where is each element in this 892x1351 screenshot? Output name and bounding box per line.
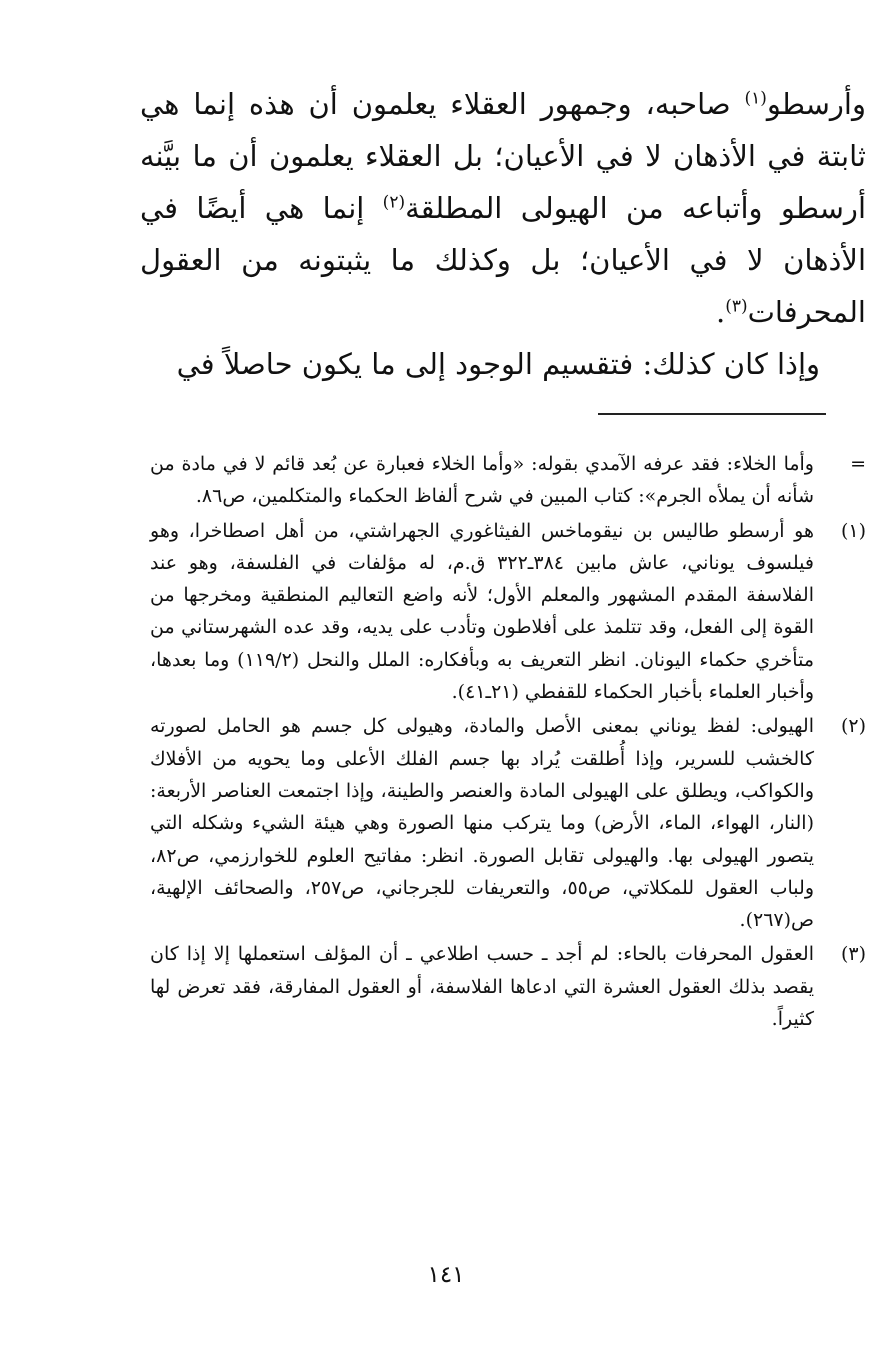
footnote-text: العقول المحرفات بالحاء: لم أجد ـ حسب اطلاعي ـ أن المؤلف استعملها إلا إذا كان يقصد بذلك العقول العشرة التي ادعاها الفلاسفة، أو العقول المفارقة، فقد تعرض لها كثيراً. bbox=[150, 943, 814, 1031]
footnote-1 bbox=[150, 515, 866, 709]
main-text-segment: صاحبه، وجمهور العقلاء يعلمون أن هذه إنما هي ثابتة في الأذهان لا في الأعيان؛ بل العقلاء يعلمون أن ما بيَّنه أرسطو وأتباعه من الهيولى المطلقة bbox=[140, 87, 866, 225]
footnote-3 bbox=[150, 938, 866, 1035]
footnote-text: الهيولى: لفظ يوناني بمعنى الأصل والمادة، وهيولى كل جسم هو الحامل لصورته كالخشب للسرير، وإذا أُطلقت يُراد بها جسم الفلك الأعلى وما يحويه من الأفلاك والكواكب، ويطلق على الهيولى المادة والعنصر والطينة، وإذا اجتمعت العناصر الأربعة: (النار، الهواء، الماء، الأرض) وما يتركب منها الصورة وهي هيئة الشيء وشكله التي يتصور الهيولى بها. والهيولى تقابل الصورة. انظر: مفاتيح العلوم للخوارزمي، ص٨٢، ولباب العقول للمكلاتي، ص٥٥، والتعريفات للجرجاني، ص٢٥٧، والصحائف الإلهية، ص(٢٦٧). bbox=[150, 715, 815, 932]
main-text-segment: وأرسطو bbox=[766, 87, 866, 121]
footnote-ref-3[interactable]: (٣) bbox=[725, 296, 748, 317]
footnote-2 bbox=[150, 710, 866, 936]
main-text-segment: . bbox=[715, 295, 726, 329]
footnote-marker: (١) bbox=[840, 519, 866, 542]
page-number: ١٤١ bbox=[427, 1262, 465, 1288]
footnote-marker: (٣) bbox=[840, 943, 866, 966]
footnote-separator bbox=[598, 413, 826, 415]
footnote-continuation bbox=[150, 448, 866, 513]
main-paragraph-1 bbox=[140, 78, 866, 338]
footnote-marker: (٢) bbox=[840, 715, 866, 738]
footnote-ref-2[interactable]: (٢) bbox=[382, 192, 406, 213]
footnote-text: وأما الخلاء: فقد عرفه الآمدي بقوله: «وأما الخلاء فعبارة عن بُعد قائم لا في مادة من شأنه أن يملأه الجرم»: كتاب المبين في شرح ألفاظ الحكماء والمتكلمين، ص٨٦. bbox=[150, 453, 814, 508]
main-text bbox=[140, 78, 866, 390]
footnote-text: هو أرسطو طاليس بن نيقوماخس الفيثاغوري الجهراشتي، من أهل اصطاخرا، وهو فيلسوف يوناني، عاش مابين ٣٨٤ـ٣٢٢ ق.م، له مؤلفات في الفلسفة، وهو عند الفلاسفة المقدم المشهور والمعلم الأول؛ لأنه واضع التعاليم المنطقية ومخرجها من القوة إلى الفعل، وقد تتلمذ على أفلاطون وتأدب على يديه، وقد عده الشهرستاني من متأخري حكماء اليونان. انظر التعريف به وبأفكاره: الملل والنحل (١١٩/٢) وما بعدها، وأخبار العلماء بأخبار الحكماء للقفطي (٢١ـ٤١). bbox=[150, 519, 814, 704]
main-paragraph-2: وإذا كان كذلك: فتقسيم الوجود إلى ما يكون حاصلاً في bbox=[176, 347, 820, 381]
footnote-ref-1[interactable]: (١) bbox=[744, 88, 767, 109]
footnote-marker: = bbox=[850, 453, 866, 475]
main-text-segment: إنما هي أيضًا في الأذهان لا في الأعيان؛ بل وكذلك ما يثبتونه من العقول المحرفات bbox=[140, 191, 866, 329]
footnotes bbox=[150, 448, 866, 1037]
